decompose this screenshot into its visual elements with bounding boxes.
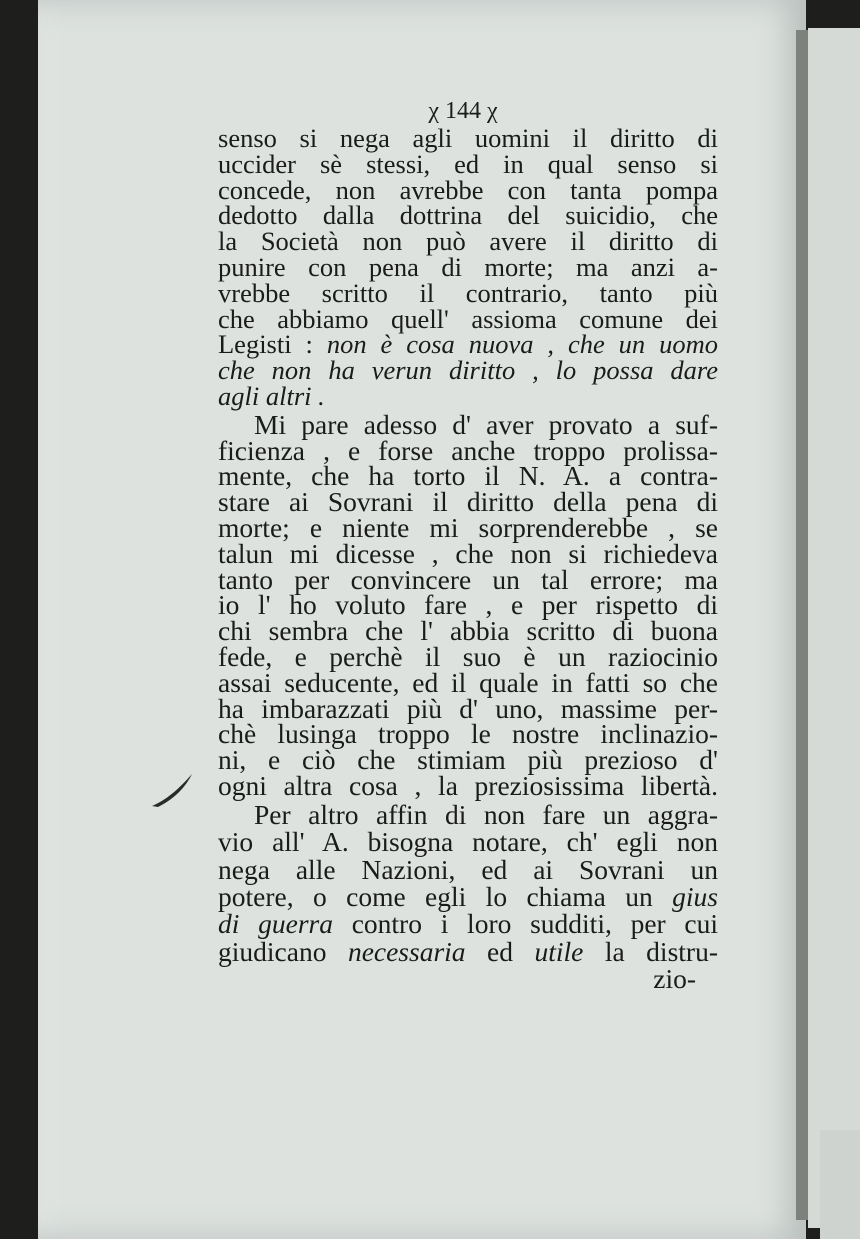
text-line: agli altri . (218, 380, 325, 411)
text-span: Legisti : (218, 329, 327, 360)
text-line: stare ai Sovrani il diritto della pena di (218, 486, 718, 518)
text-span: contro i loro sudditi, per cui (332, 908, 719, 940)
text-line: mente, che ha torto il N. A. a contra- (218, 460, 718, 492)
text-line: Mi pare adesso d' aver provato a suf- (254, 408, 718, 440)
text-line: ogni altra cosa , la preziosissima libertà. (218, 769, 718, 801)
paragraph-3 (218, 798, 719, 995)
italic-span: gius (672, 880, 718, 912)
text-line: dedotto dalla dottrina del suicidio, che (218, 200, 718, 231)
catchword: zio- (653, 963, 696, 995)
page-text (218, 96, 719, 995)
binding-lining (820, 1130, 860, 1239)
next-page-edge (808, 28, 860, 1228)
page-number-header: χ 144 χ (428, 98, 498, 124)
text-line: vio all' A. bisogna notare, ch' egli non (218, 826, 718, 858)
text-line: che abbiamo quell' assioma comune dei (218, 303, 718, 334)
text-span: ed (465, 935, 535, 967)
paragraph-1 (218, 123, 718, 411)
text-span: giudicano (218, 935, 348, 967)
italic-span: necessaria (347, 935, 466, 967)
text-line: concede, non avrebbe con tanta pompa (218, 174, 718, 205)
text-line (218, 935, 718, 967)
text-line: senso si nega agli uomini il diritto di (218, 123, 718, 153)
text-line: chi sembra che l' abbia scritto di buona (218, 615, 718, 647)
ink-mark-icon (148, 770, 198, 810)
text-line: punire con pena di morte; ma anzi a- (218, 251, 718, 282)
text-span: potere, o come egli lo chiama un (218, 880, 673, 912)
text-span: la distru- (583, 935, 718, 967)
text-line: talun mi dicesse , che non si richiedeva (218, 537, 718, 569)
text-line: tanto per convincere un tal errore; ma (218, 563, 718, 595)
text-line: assai seducente, ed il quale in fatti so che (218, 666, 718, 698)
text-line (218, 908, 719, 940)
text-line: uccider sè stessi, ed in qual senso si (218, 148, 718, 179)
text-line (218, 880, 718, 912)
paragraph-2 (218, 408, 718, 801)
text-line: ni, e ciò che stimiam più prezioso d' (218, 744, 718, 776)
italic-span: di guerra (218, 908, 333, 940)
text-line: Per altro affin di non fare un aggra- (254, 798, 718, 830)
text-line: ha imbarazzati più d' uno, massime per- (218, 692, 718, 724)
text-line: ficienza , e forse anche troppo prolissa- (218, 434, 718, 466)
text-line: che non ha verun diritto , lo possa dare (218, 355, 718, 386)
text-line: fede, e perchè il suo è un raziocinio (218, 640, 718, 672)
text-line: io l' ho voluto fare , e per rispetto di (218, 589, 718, 621)
italic-span: utile (534, 935, 584, 967)
text-line: morte; e niente mi sorprenderebbe , se (218, 511, 718, 543)
italic-span: non è cosa nuova , che un uomo (326, 329, 718, 360)
text-line: la Società non può avere il diritto di (218, 226, 718, 257)
text-line: nega alle Nazioni, ed ai Sovrani un (218, 853, 718, 885)
text-line: chè lusinga troppo le nostre inclinazio- (218, 718, 718, 750)
text-line: vrebbe scritto il contrario, tanto più (218, 277, 718, 308)
